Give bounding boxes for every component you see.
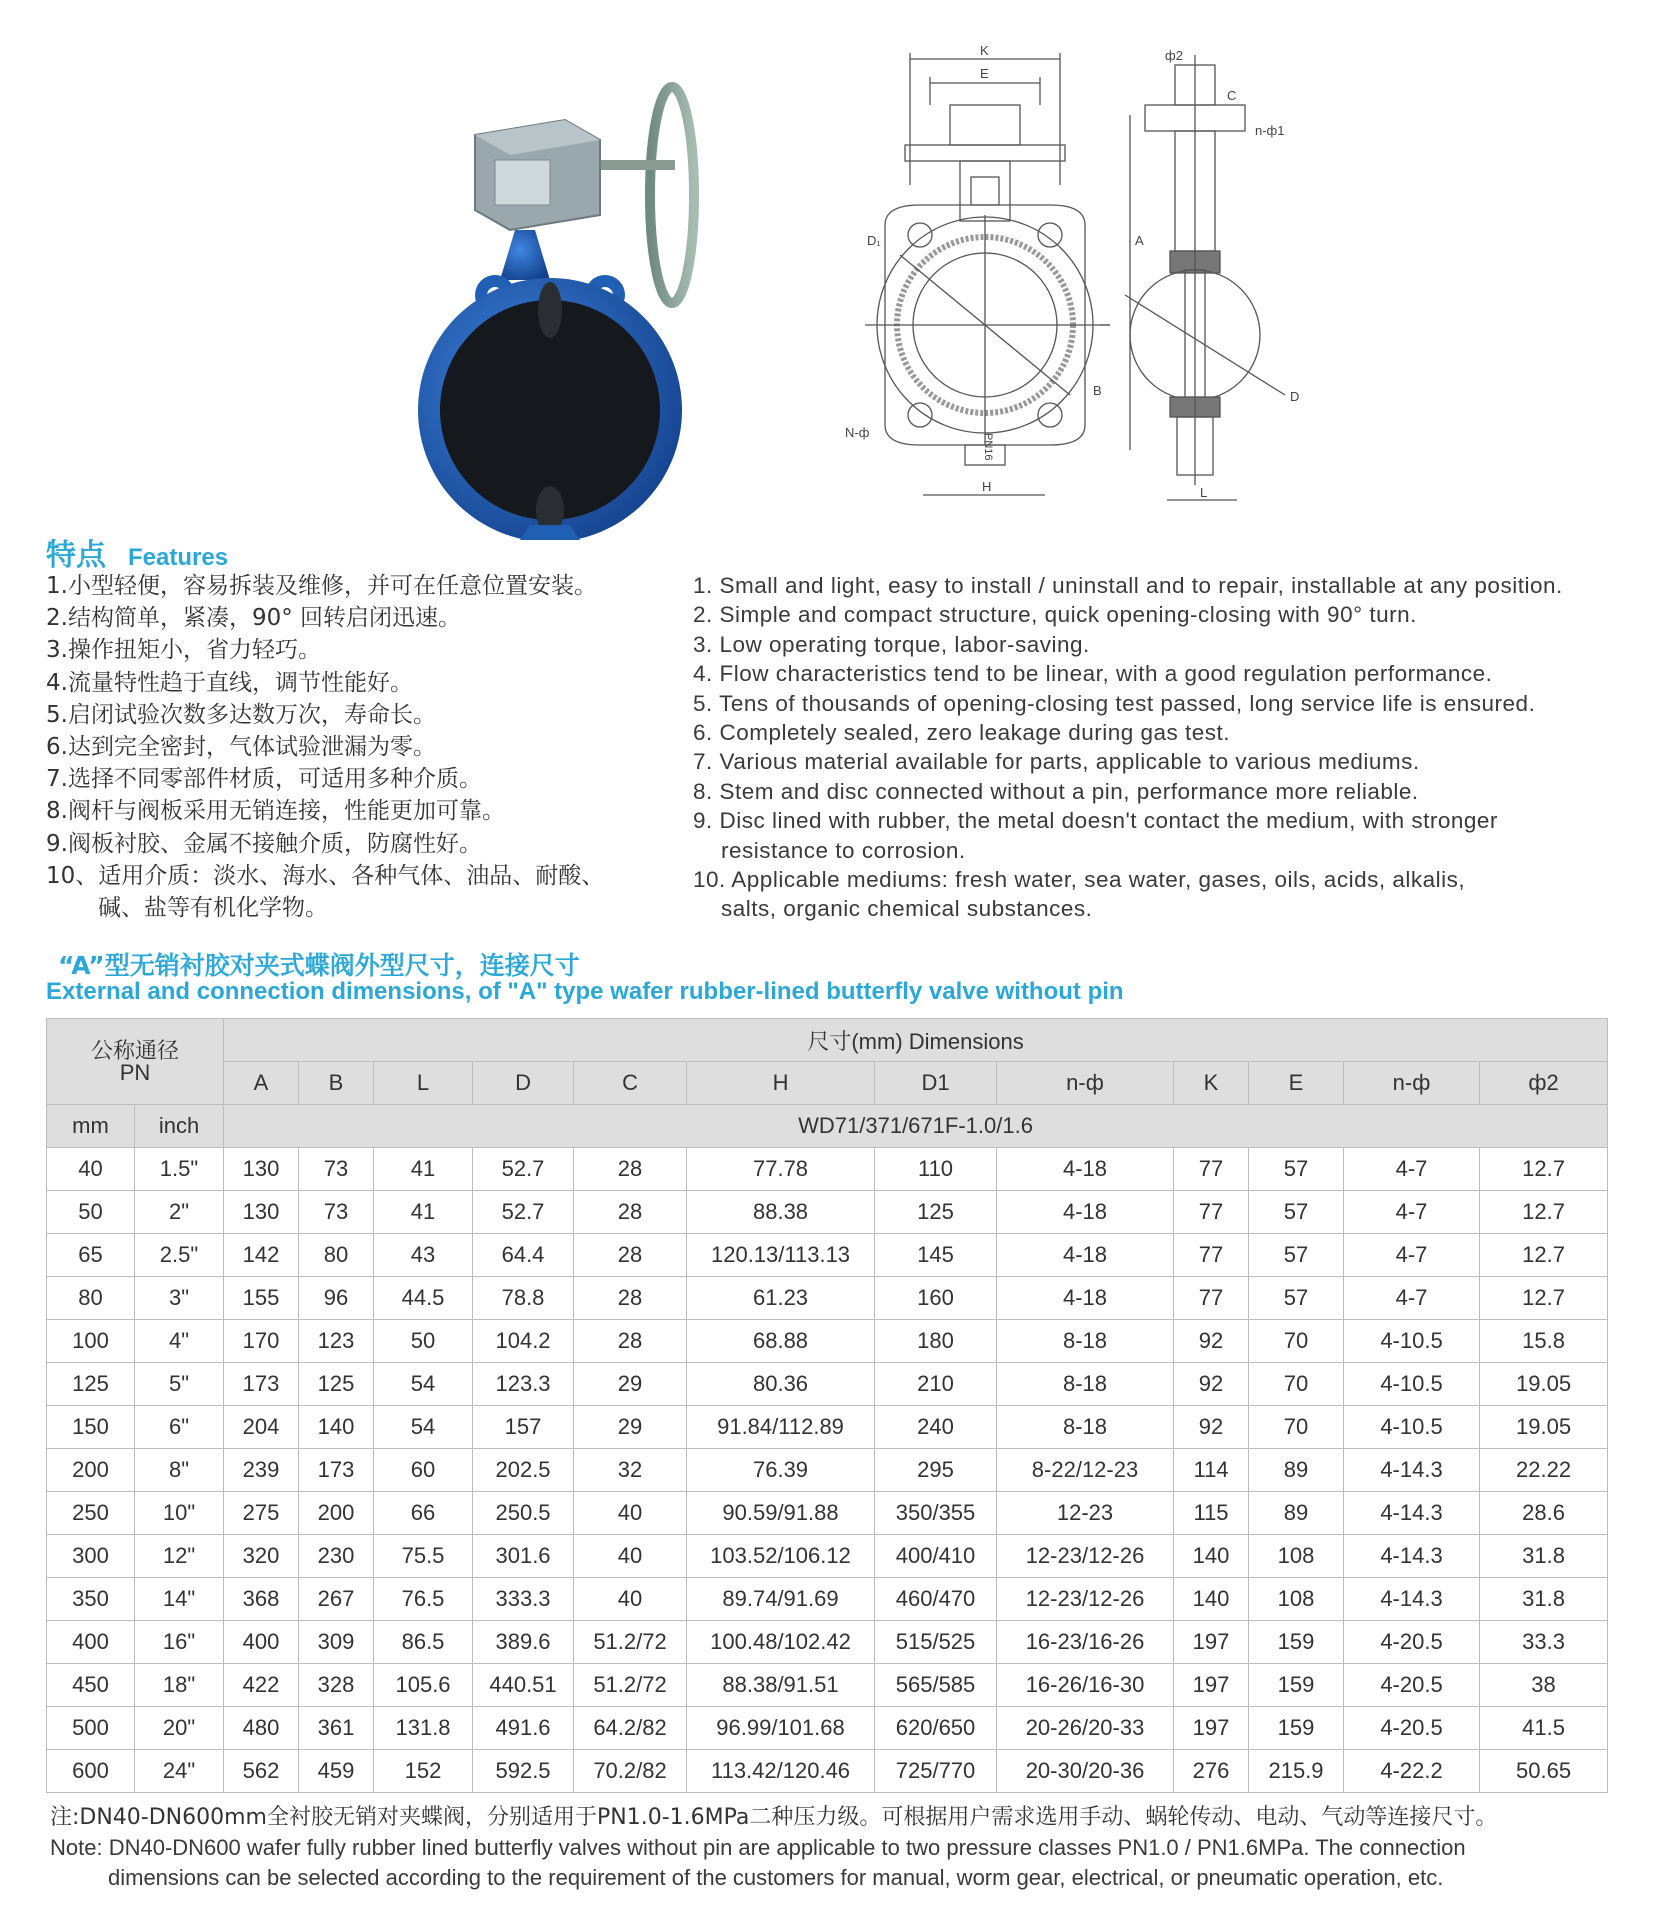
table-cell: 328 [299, 1664, 374, 1707]
table-cell: 12.7 [1480, 1191, 1608, 1234]
table-cell: 88.38 [687, 1191, 875, 1234]
table-cell: 20-26/20-33 [997, 1707, 1174, 1750]
pn-cell: 14" [135, 1578, 224, 1621]
table-cell: 620/650 [875, 1707, 997, 1750]
table-cell: 92 [1174, 1406, 1249, 1449]
table-cell: 4-20.5 [1344, 1664, 1480, 1707]
table-cell: 152 [374, 1750, 473, 1793]
table-row [47, 1406, 1608, 1449]
table-cell: 333.3 [473, 1578, 574, 1621]
table-cell: 19.05 [1480, 1406, 1608, 1449]
table-cell: 12-23/12-26 [997, 1578, 1174, 1621]
label-K: K [980, 45, 989, 58]
pn-cell: 80 [47, 1277, 135, 1320]
feature-en-item: 8. Stem and disc connected without a pin, performance more reliable. [693, 778, 1419, 804]
table-cell: 140 [299, 1406, 374, 1449]
column-header: ф2 [1480, 1062, 1608, 1105]
feature-cn-item: 2.结构简单，紧凑，90° 回转启闭迅速。 [46, 605, 462, 632]
feature-en-item: 3. Low operating torque, labor-saving. [693, 631, 1090, 657]
table-cell: 230 [299, 1535, 374, 1578]
table-cell: 16-26/16-30 [997, 1664, 1174, 1707]
table-cell: 309 [299, 1621, 374, 1664]
label-phi2: ф2 [1165, 48, 1183, 63]
table-cell: 77.78 [687, 1148, 875, 1191]
feature-en-item: 5. Tens of thousands of opening-closing test passed, long service life is ensured. [693, 690, 1536, 716]
table-cell: 125 [299, 1363, 374, 1406]
table-cell: 160 [875, 1277, 997, 1320]
table-cell: 100.48/102.42 [687, 1621, 875, 1664]
table-cell: 4-7 [1344, 1148, 1480, 1191]
table-cell: 12.7 [1480, 1148, 1608, 1191]
table-cell: 20-30/20-36 [997, 1750, 1174, 1793]
table-title-cn: “A”型无销衬胶对夹式蝶阀外型尺寸，连接尺寸 [58, 951, 580, 980]
table-cell: 75.5 [374, 1535, 473, 1578]
table-cell: 31.8 [1480, 1578, 1608, 1621]
features-list-cn [46, 570, 666, 924]
table-cell: 32 [574, 1449, 687, 1492]
table-cell: 350/355 [875, 1492, 997, 1535]
table-cell: 80 [299, 1234, 374, 1277]
table-cell: 215.9 [1249, 1750, 1344, 1793]
table-row [47, 1449, 1608, 1492]
table-cell: 51.2/72 [574, 1664, 687, 1707]
table-cell: 88.38/91.51 [687, 1664, 875, 1707]
table-cell: 8-22/12-23 [997, 1449, 1174, 1492]
table-cell: 4-14.3 [1344, 1578, 1480, 1621]
table-cell: 76.39 [687, 1449, 875, 1492]
table-cell: 103.52/106.12 [687, 1535, 875, 1578]
feature-cn-item: 4.流量特性趋于直线，调节性能好。 [46, 669, 413, 696]
pn-cell: 1.5" [135, 1148, 224, 1191]
table-cell: 123 [299, 1320, 374, 1363]
pn-cell: 12" [135, 1535, 224, 1578]
pn-cell: 20" [135, 1707, 224, 1750]
feature-cn-item: 8.阀杆与阀板采用无销连接，性能更加可靠。 [46, 798, 505, 825]
table-cell: 105.6 [374, 1664, 473, 1707]
pn-cell: 500 [47, 1707, 135, 1750]
table-cell: 64.2/82 [574, 1707, 687, 1750]
table-cell: 41 [374, 1191, 473, 1234]
table-cell: 301.6 [473, 1535, 574, 1578]
column-header: B [299, 1062, 374, 1105]
table-cell: 145 [875, 1234, 997, 1277]
table-cell: 29 [574, 1406, 687, 1449]
table-cell: 12.7 [1480, 1277, 1608, 1320]
table-cell: 50.65 [1480, 1750, 1608, 1793]
table-cell: 123.3 [473, 1363, 574, 1406]
column-header: D1 [875, 1062, 997, 1105]
table-cell: 66 [374, 1492, 473, 1535]
table-row [47, 1750, 1608, 1793]
feature-cn-item: 3.操作扭矩小，省力轻巧。 [46, 637, 321, 664]
label-L: L [1200, 485, 1208, 500]
table-cell: 12-23 [997, 1492, 1174, 1535]
label-D: D [1290, 389, 1300, 404]
dimensions-body [47, 1148, 1608, 1793]
table-cell: 68.88 [687, 1320, 875, 1363]
table-cell: 155 [224, 1277, 299, 1320]
table-cell: 90.59/91.88 [687, 1492, 875, 1535]
table-cell: 57 [1249, 1148, 1344, 1191]
table-row [47, 1492, 1608, 1535]
features-list-en [693, 571, 1643, 924]
table-cell: 173 [299, 1449, 374, 1492]
table-cell: 33.3 [1480, 1621, 1608, 1664]
table-cell: 197 [1174, 1621, 1249, 1664]
label-B: B [1093, 383, 1102, 398]
table-cell: 491.6 [473, 1707, 574, 1750]
table-cell: 77 [1174, 1191, 1249, 1234]
pn-cell: 24" [135, 1750, 224, 1793]
table-cell: 89.74/91.69 [687, 1578, 875, 1621]
pn-cell: 10" [135, 1492, 224, 1535]
pn-cell: 400 [47, 1621, 135, 1664]
pn-cell: 150 [47, 1406, 135, 1449]
table-cell: 15.8 [1480, 1320, 1608, 1363]
column-header: K [1174, 1062, 1249, 1105]
table-cell: 200 [299, 1492, 374, 1535]
table-cell: 89 [1249, 1449, 1344, 1492]
unit-inch: inch [135, 1105, 224, 1148]
table-cell: 131.8 [374, 1707, 473, 1750]
table-cell: 4-7 [1344, 1277, 1480, 1320]
table-cell: 422 [224, 1664, 299, 1707]
pn-cell: 6" [135, 1406, 224, 1449]
label-H: H [982, 479, 992, 494]
feature-en-item: 4. Flow characteristics tend to be linear, with a good regulation performance. [693, 661, 1493, 687]
label-n-phi1: n-ф1 [1255, 123, 1285, 138]
pn-cell: 65 [47, 1234, 135, 1277]
label-D1: D₁ [867, 233, 881, 248]
table-cell: 77 [1174, 1148, 1249, 1191]
table-cell: 51.2/72 [574, 1621, 687, 1664]
column-header: n-ф [997, 1062, 1174, 1105]
pn-cell: 300 [47, 1535, 135, 1578]
table-cell: 4-14.3 [1344, 1492, 1480, 1535]
table-cell: 41.5 [1480, 1707, 1608, 1750]
table-cell: 275 [224, 1492, 299, 1535]
table-cell: 28 [574, 1234, 687, 1277]
table-cell: 4-14.3 [1344, 1449, 1480, 1492]
table-cell: 43 [374, 1234, 473, 1277]
table-cell: 64.4 [473, 1234, 574, 1277]
table-cell: 725/770 [875, 1750, 997, 1793]
feature-en-item: 7. Various material available for parts, applicable to various mediums. [693, 749, 1420, 775]
technical-drawing [845, 45, 1545, 515]
table-row [47, 1148, 1608, 1191]
table-cell: 70.2/82 [574, 1750, 687, 1793]
pn-cell: 2" [135, 1191, 224, 1234]
pn-cell: 40 [47, 1148, 135, 1191]
table-cell: 57 [1249, 1191, 1344, 1234]
table-cell: 565/585 [875, 1664, 997, 1707]
table-cell: 4-20.5 [1344, 1707, 1480, 1750]
pn-cell: 125 [47, 1363, 135, 1406]
table-cell: 157 [473, 1406, 574, 1449]
column-header: C [574, 1062, 687, 1105]
table-cell: 70 [1249, 1406, 1344, 1449]
column-header: D [473, 1062, 574, 1105]
table-row [47, 1664, 1608, 1707]
table-cell: 320 [224, 1535, 299, 1578]
table-cell: 31.8 [1480, 1535, 1608, 1578]
table-cell: 28 [574, 1191, 687, 1234]
feature-en-item: 6. Completely sealed, zero leakage during gas test. [693, 720, 1231, 746]
table-cell: 96.99/101.68 [687, 1707, 875, 1750]
table-cell: 77 [1174, 1277, 1249, 1320]
label-E: E [980, 66, 989, 81]
table-cell: 295 [875, 1449, 997, 1492]
table-cell: 28 [574, 1148, 687, 1191]
table-cell: 54 [374, 1406, 473, 1449]
table-cell: 459 [299, 1750, 374, 1793]
table-cell: 76.5 [374, 1578, 473, 1621]
feature-cn-item: 1.小型轻便，容易拆装及维修，并可在任意位置安装。 [46, 573, 597, 599]
table-cell: 70 [1249, 1363, 1344, 1406]
table-cell: 28 [574, 1277, 687, 1320]
table-cell: 108 [1249, 1535, 1344, 1578]
table-cell: 40 [574, 1535, 687, 1578]
features-heading-en: Features [128, 544, 229, 571]
table-cell: 19.05 [1480, 1363, 1608, 1406]
feature-en-item: 10. Applicable mediums: fresh water, sea water, gases, oils, acids, alkalis, salts, organic chemical substances. [693, 867, 1466, 922]
table-cell: 12-23/12-26 [997, 1535, 1174, 1578]
table-cell: 130 [224, 1148, 299, 1191]
table-cell: 113.42/120.46 [687, 1750, 875, 1793]
table-cell: 140 [1174, 1578, 1249, 1621]
table-cell: 440.51 [473, 1664, 574, 1707]
table-cell: 77 [1174, 1234, 1249, 1277]
table-row [47, 1320, 1608, 1363]
table-cell: 61.23 [687, 1277, 875, 1320]
table-cell: 159 [1249, 1621, 1344, 1664]
pn-cell: 100 [47, 1320, 135, 1363]
table-cell: 460/470 [875, 1578, 997, 1621]
label-N-phi: N-ф [845, 425, 870, 440]
table-cell: 140 [1174, 1535, 1249, 1578]
unit-mm: mm [47, 1105, 135, 1148]
valve-photo [400, 40, 710, 540]
table-cell: 8-18 [997, 1406, 1174, 1449]
pn-cell: 2.5" [135, 1234, 224, 1277]
table-cell: 44.5 [374, 1277, 473, 1320]
pn-cell: 16" [135, 1621, 224, 1664]
feature-en-item: 1. Small and light, easy to install / uninstall and to repair, installable at any position. [693, 573, 1563, 598]
table-cell: 104.2 [473, 1320, 574, 1363]
features-heading-cn: 特点 [46, 538, 106, 573]
table-cell: 202.5 [473, 1449, 574, 1492]
table-cell: 89 [1249, 1492, 1344, 1535]
table-cell: 4-18 [997, 1277, 1174, 1320]
pn-header: 公称通径 PN [47, 1019, 224, 1105]
table-cell: 52.7 [473, 1148, 574, 1191]
label-A: A [1135, 233, 1144, 248]
table-cell: 86.5 [374, 1621, 473, 1664]
label-C: C [1227, 88, 1237, 103]
table-cell: 92 [1174, 1363, 1249, 1406]
table-row [47, 1191, 1608, 1234]
table-cell: 592.5 [473, 1750, 574, 1793]
feature-cn-item: 5.启闭试验次数多达数万次，寿命长。 [46, 701, 436, 728]
table-cell: 125 [875, 1191, 997, 1234]
table-cell: 142 [224, 1234, 299, 1277]
table-row [47, 1578, 1608, 1621]
table-cell: 159 [1249, 1664, 1344, 1707]
table-row [47, 1363, 1608, 1406]
table-cell: 115 [1174, 1492, 1249, 1535]
table-cell: 70 [1249, 1320, 1344, 1363]
table-cell: 130 [224, 1191, 299, 1234]
table-cell: 4-7 [1344, 1191, 1480, 1234]
table-cell: 8-18 [997, 1363, 1174, 1406]
table-cell: 197 [1174, 1707, 1249, 1750]
table-row [47, 1535, 1608, 1578]
table-cell: 4-10.5 [1344, 1363, 1480, 1406]
table-cell: 210 [875, 1363, 997, 1406]
table-cell: 4-14.3 [1344, 1535, 1480, 1578]
pn-cell: 350 [47, 1578, 135, 1621]
table-row [47, 1277, 1608, 1320]
column-header: A [224, 1062, 299, 1105]
column-header: E [1249, 1062, 1344, 1105]
table-cell: 515/525 [875, 1621, 997, 1664]
table-cell: 54 [374, 1363, 473, 1406]
dimensions-header: 尺寸(mm) Dimensions [224, 1019, 1608, 1062]
pn-cell: 18" [135, 1664, 224, 1707]
pn-cell: 450 [47, 1664, 135, 1707]
table-cell: 4-18 [997, 1234, 1174, 1277]
table-cell: 4-18 [997, 1148, 1174, 1191]
table-cell: 114 [1174, 1449, 1249, 1492]
column-header: H [687, 1062, 875, 1105]
table-cell: 4-22.2 [1344, 1750, 1480, 1793]
table-cell: 91.84/112.89 [687, 1406, 875, 1449]
table-cell: 480 [224, 1707, 299, 1750]
pn-cell: 200 [47, 1449, 135, 1492]
table-cell: 96 [299, 1277, 374, 1320]
table-cell: 562 [224, 1750, 299, 1793]
pn-cell: 8" [135, 1449, 224, 1492]
table-cell: 267 [299, 1578, 374, 1621]
table-cell: 57 [1249, 1277, 1344, 1320]
features-heading [46, 530, 229, 573]
pn-cell: 5" [135, 1363, 224, 1406]
feature-en-item: 2. Simple and compact structure, quick opening-closing with 90° turn. [693, 602, 1417, 628]
table-cell: 80.36 [687, 1363, 875, 1406]
table-cell: 40 [574, 1578, 687, 1621]
column-header-row [47, 1062, 1608, 1105]
note-en: Note: DN40-DN600 wafer fully rubber lined butterfly valves without pin are applicable to two pressure classes PN1.0 / PN1.6MPa. The connection dimensions can be selected according to the requirement of the customers for manual, worm gear, electrical, or pneumatic operation, etc. [50, 1835, 1466, 1890]
table-cell: 16-23/16-26 [997, 1621, 1174, 1664]
table-cell: 197 [1174, 1664, 1249, 1707]
table-cell: 400 [224, 1621, 299, 1664]
table-cell: 40 [574, 1492, 687, 1535]
table-cell: 4-18 [997, 1191, 1174, 1234]
pn-cell: 600 [47, 1750, 135, 1793]
table-cell: 50 [374, 1320, 473, 1363]
table-cell: 28.6 [1480, 1492, 1608, 1535]
table-cell: 73 [299, 1191, 374, 1234]
table-cell: 4-10.5 [1344, 1320, 1480, 1363]
feature-en-item: 9. Disc lined with rubber, the metal doesn't contact the medium, with stronger resistance to corrosion. [693, 808, 1498, 863]
table-cell: 4-20.5 [1344, 1621, 1480, 1664]
table-row [47, 1707, 1608, 1750]
pn-cell: 50 [47, 1191, 135, 1234]
table-cell: 361 [299, 1707, 374, 1750]
table-cell: 108 [1249, 1578, 1344, 1621]
table-cell: 4-7 [1344, 1234, 1480, 1277]
table-cell: 159 [1249, 1707, 1344, 1750]
label-PN16: PN16 [982, 433, 994, 461]
table-cell: 41 [374, 1148, 473, 1191]
table-cell: 4-10.5 [1344, 1406, 1480, 1449]
feature-cn-item: 10、适用介质：淡水、海水、各种气体、油品、耐酸、 碱、盐等有机化学物。 [46, 862, 605, 922]
table-cell: 73 [299, 1148, 374, 1191]
table-cell: 110 [875, 1148, 997, 1191]
table-cell: 120.13/113.13 [687, 1234, 875, 1277]
table-cell: 276 [1174, 1750, 1249, 1793]
note-cn: 注:DN40-DN600mm全衬胶无销对夹蝶阀，分别适用于PN1.0-1.6MPa二种压力级。可根据用户需求选用手动、蜗轮传动、电动、气动等连接尺寸。 [50, 1805, 1498, 1830]
table-cell: 170 [224, 1320, 299, 1363]
table-cell: 180 [875, 1320, 997, 1363]
table-title-en: External and connection dimensions, of "A" type wafer rubber-lined butterfly valve without pin [46, 978, 1124, 1005]
feature-cn-item: 9.阀板衬胶、金属不接触介质，防腐性好。 [46, 830, 482, 857]
column-header: n-ф [1344, 1062, 1480, 1105]
table-cell: 22.22 [1480, 1449, 1608, 1492]
table-cell: 173 [224, 1363, 299, 1406]
table-cell: 52.7 [473, 1191, 574, 1234]
table-cell: 12.7 [1480, 1234, 1608, 1277]
table-cell: 400/410 [875, 1535, 997, 1578]
model-header: WD71/371/671F-1.0/1.6 [224, 1105, 1608, 1148]
pn-cell: 4" [135, 1320, 224, 1363]
feature-cn-item: 6.达到完全密封，气体试验泄漏为零。 [46, 734, 436, 761]
table-cell: 204 [224, 1406, 299, 1449]
dimensions-table [46, 1018, 1608, 1793]
table-cell: 92 [1174, 1320, 1249, 1363]
table-cell: 60 [374, 1449, 473, 1492]
column-header: L [374, 1062, 473, 1105]
table-cell: 29 [574, 1363, 687, 1406]
table-cell: 78.8 [473, 1277, 574, 1320]
table-row [47, 1621, 1608, 1664]
table-cell: 250.5 [473, 1492, 574, 1535]
table-cell: 28 [574, 1320, 687, 1363]
pn-cell: 250 [47, 1492, 135, 1535]
table-cell: 389.6 [473, 1621, 574, 1664]
table-cell: 239 [224, 1449, 299, 1492]
table-cell: 57 [1249, 1234, 1344, 1277]
table-cell: 240 [875, 1406, 997, 1449]
table-cell: 38 [1480, 1664, 1608, 1707]
table-cell: 8-18 [997, 1320, 1174, 1363]
table-cell: 368 [224, 1578, 299, 1621]
feature-cn-item: 7.选择不同零部件材质，可适用多种介质。 [46, 766, 482, 793]
table-row [47, 1234, 1608, 1277]
pn-cell: 3" [135, 1277, 224, 1320]
